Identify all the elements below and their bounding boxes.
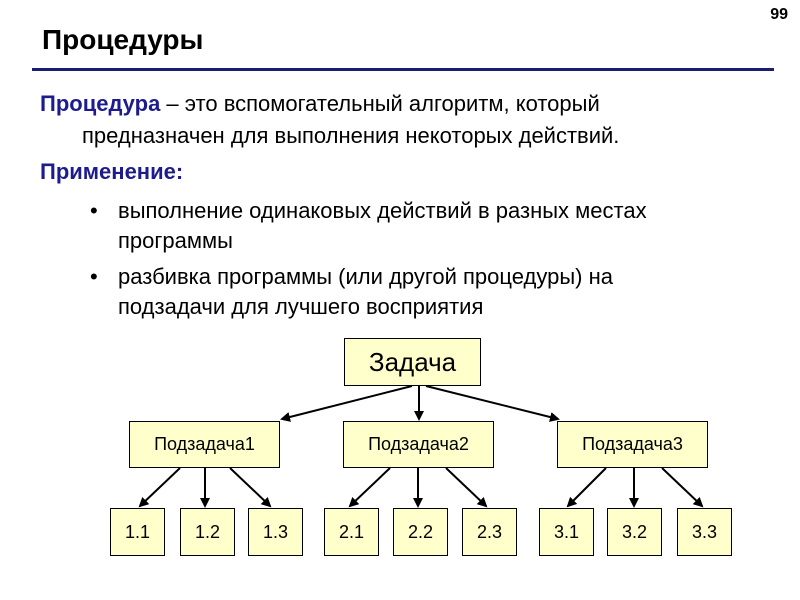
diagram-leaf-1-1: 1.1 bbox=[110, 508, 165, 556]
diagram-leaf-2-3: 2.3 bbox=[462, 508, 517, 556]
slide-title: Процедуры bbox=[42, 24, 204, 55]
bullet-text-line1: выполнение одинаковых действий в разных местах bbox=[118, 198, 647, 223]
arrow-sub3-leaf1 bbox=[568, 468, 606, 506]
diagram-leaf-3-2: 3.2 bbox=[607, 508, 662, 556]
diagram-root-task: Задача bbox=[344, 338, 481, 386]
diagram-leaf-2-1: 2.1 bbox=[324, 508, 379, 556]
arrow-sub2-leaf1 bbox=[350, 468, 390, 506]
diagram-subtask-1: Подзадача1 bbox=[129, 421, 280, 468]
application-label: Применение: bbox=[40, 159, 184, 184]
page-number: 99 bbox=[770, 6, 788, 23]
arrow-sub1-leaf1 bbox=[140, 468, 180, 506]
diagram-leaf-3-3: 3.3 bbox=[677, 508, 732, 556]
diagram-leaf-1-2: 1.2 bbox=[180, 508, 235, 556]
arrow-sub3-leaf3 bbox=[662, 468, 702, 506]
diagram-subtask-2: Подзадача2 bbox=[343, 421, 494, 468]
definition-term: Процедура bbox=[40, 91, 161, 116]
bullet-text-line1: разбивка программы (или другой процедуры) на bbox=[118, 264, 613, 289]
diagram-leaf-2-2: 2.2 bbox=[393, 508, 448, 556]
arrow-sub2-leaf3 bbox=[446, 468, 486, 506]
arrow-root-sub3 bbox=[426, 386, 558, 419]
diagram-subtask-3: Подзадача3 bbox=[557, 421, 708, 468]
diagram-leaf-3-1: 3.1 bbox=[539, 508, 594, 556]
bullet-text-line2: подзадачи для лучшего восприятия bbox=[118, 294, 484, 319]
arrow-sub1-leaf3 bbox=[230, 468, 270, 506]
arrow-root-sub1 bbox=[282, 386, 412, 419]
bullet-text-line2: программы bbox=[118, 228, 233, 253]
bullet-icon: • bbox=[90, 198, 98, 223]
definition-text-line2: предназначен для выполнения некоторых действий. bbox=[82, 123, 620, 148]
bullet-icon: • bbox=[90, 264, 98, 289]
definition-text-line1: – это вспомогательный алгоритм, который bbox=[160, 91, 600, 116]
diagram-leaf-1-3: 1.3 bbox=[248, 508, 303, 556]
